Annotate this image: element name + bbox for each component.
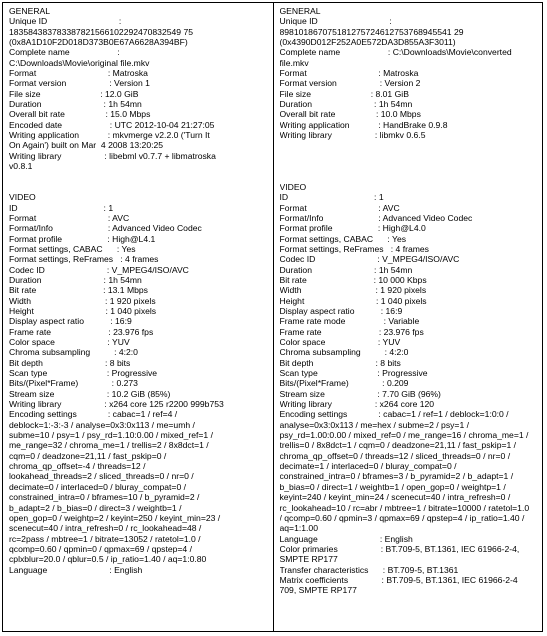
info-line: File size : 12.0 GiB <box>9 88 139 99</box>
info-line: / qcomp=0.60 / qpmin=3 / qpmax=69 / qpstep=4 / ip_ratio=1.40 / <box>279 512 525 523</box>
info-line: 183584383783387821566102292470832549 75 <box>9 26 194 37</box>
info-line: (0x8A1D10F2D018D373B0E67A6628A394BF) <box>9 37 188 48</box>
info-line: Format settings, CABAC : Yes <box>9 243 136 254</box>
info-line: Format/Info : Advanced Video Codec <box>9 223 202 234</box>
info-line: Language : English <box>9 564 143 575</box>
info-line: Writing library : libmkv 0.6.5 <box>279 130 426 141</box>
info-line: Encoding settings : cabac=1 / ref=1 / deblock=1:0:0 / <box>279 409 509 420</box>
info-line: (0x4390D012F252A0E572DA3D855A3F3011) <box>279 37 456 48</box>
section-spacer <box>280 140 539 150</box>
info-line: Writing library : libebml v0.7.7 + libmatroska <box>9 150 216 161</box>
info-line: Unique ID : <box>279 16 392 27</box>
info-line: analyse=0x3:0x113 / me=hex / subme=2 / psy=1 / <box>279 419 469 430</box>
section-spacer <box>280 151 539 161</box>
info-line: Writing library : x264 core 120 <box>279 399 435 410</box>
info-line: cplxblur=20.0 / qblur=0.5 / ip_ratio=1.40 / aq=1:0.80 <box>9 554 207 565</box>
info-line: b_adapt=2 / b_bias=0 / direct=3 / weightb=1 / <box>9 502 182 513</box>
info-line: ID : 1 <box>279 192 384 203</box>
info-line: open_gop=0 / weightp=2 / keyint=250 / keyint_min=23 / <box>9 512 221 523</box>
info-line: Encoding settings : cabac=1 / ref=4 / <box>9 409 178 420</box>
info-line: Duration : 1h 54mn <box>9 99 142 110</box>
info-line: scenecut=40 / intra_refresh=0 / rc_lookahead=48 / <box>9 523 202 534</box>
info-line: Bit rate : 13.1 Mbps <box>9 285 148 296</box>
info-line: Format : AVC <box>279 202 400 213</box>
info-line: subme=10 / psy=1 / psy_rd=1.10:0.00 / mixed_ref=1 / <box>9 430 213 441</box>
video-section-converted <box>280 182 539 596</box>
info-line: Width : 1 920 pixels <box>9 295 156 306</box>
info-line: Scan type : Progressive <box>9 368 158 379</box>
info-line: Width : 1 920 pixels <box>279 285 427 296</box>
info-line: Frame rate mode : Variable <box>279 316 420 327</box>
info-line: Duration : 1h 54mn <box>279 264 413 275</box>
info-line: Writing application : mkvmerge v2.2.0 ('Turn It <box>9 130 210 141</box>
info-line: Stream size : 7.70 GiB (96%) <box>279 388 441 399</box>
info-line: Complete name : <box>9 47 120 58</box>
info-line: Bits/(Pixel*Frame) : 0.209 <box>279 378 409 389</box>
section-spacer <box>9 182 269 192</box>
info-line: Scan type : Progressive <box>279 368 428 379</box>
info-line: Color space : YUV <box>279 337 401 347</box>
info-line: Format settings, ReFrames : 4 frames <box>9 254 159 265</box>
info-line: Color space : YUV <box>9 337 130 347</box>
info-line: Overall bit rate : 10.0 Mbps <box>279 109 421 120</box>
info-line: trellis=0 / 8x8dct=1 / cqm=0 / deadzone=21,11 / fast_pskip=1 / <box>279 440 517 451</box>
info-line: Duration : 1h 54mn <box>279 99 413 110</box>
general-section-original <box>9 6 269 172</box>
info-line: Chroma subsampling : 4:2:0 <box>279 347 409 358</box>
info-line: Writing application : HandBrake 0.9.8 <box>279 119 448 130</box>
info-line: 898101867075181275724612753768945541 29 <box>279 26 464 37</box>
info-line: Encoded date : UTC 2012-10-04 21:27:05 <box>9 119 215 130</box>
info-line: rc=2pass / mbtree=1 / bitrate=13052 / ratetol=1.0 / <box>9 533 201 544</box>
info-line: Display aspect ratio : 16:9 <box>9 316 132 327</box>
info-line: Format profile : High@L4.1 <box>9 233 156 244</box>
info-line: Codec ID : V_MPEG4/ISO/AVC <box>279 254 460 265</box>
info-line: lookahead_threads=2 / sliced_threads=0 / nr=0 / <box>9 471 194 482</box>
info-line: Bits/(Pixel*Frame) : 0.273 <box>9 378 138 389</box>
info-line: b_bias=0 / direct=1 / weightb=1 / open_gop=0 / weightp=1 / <box>279 481 506 492</box>
info-line: Format settings, ReFrames : 4 frames <box>279 243 429 254</box>
info-line: Language : English <box>279 533 413 544</box>
general-section-converted <box>280 6 539 140</box>
info-line: GENERAL <box>279 6 321 16</box>
info-line: constrained_intra=0 / bframes=3 / b_pyramid=2 / b_adapt=1 / <box>279 471 514 482</box>
info-line: C:\Downloads\Movie\original file.mkv <box>9 57 150 68</box>
info-line: Bit rate : 10 000 Kbps <box>279 274 427 285</box>
info-line: GENERAL <box>9 6 51 16</box>
info-line: Matrix coefficients : BT.709-5, BT.1361, IEC 61966-2-4 <box>279 574 518 585</box>
info-line: Transfer characteristics : BT.709-5, BT.1361 <box>279 564 459 575</box>
info-line: Format settings, CABAC : Yes <box>279 233 407 244</box>
info-line: Format : Matroska <box>9 68 148 79</box>
info-line: me_range=32 / chroma_me=1 / trellis=2 / 8x8dct=1 / <box>9 440 209 451</box>
info-line: constrained_intra=0 / bframes=10 / b_pyramid=2 / <box>9 492 200 503</box>
info-line: Display aspect ratio : 16:9 <box>279 305 403 316</box>
info-line: Chroma subsampling : 4:2:0 <box>9 347 138 358</box>
info-line: cqm=0 / deadzone=21,11 / fast_pskip=0 / <box>9 450 167 461</box>
converted-file-column <box>273 3 543 631</box>
info-line: decimate=1 / interlaced=0 / bluray_compat=0 / <box>279 461 457 472</box>
info-line: aq=1:1.00 <box>279 523 318 534</box>
info-line: Height : 1 040 pixels <box>9 305 157 316</box>
section-spacer <box>9 172 269 182</box>
info-line: Unique ID : <box>9 16 122 27</box>
info-line: Overall bit rate : 15.0 Mbps <box>9 109 151 120</box>
info-line: Complete name : C:\Downloads\Movie\converted <box>279 47 512 58</box>
info-line: v0.8.1 <box>9 161 33 172</box>
section-spacer <box>280 161 539 171</box>
info-line: Format version : Version 1 <box>9 78 150 89</box>
info-line: Format : Matroska <box>279 68 419 79</box>
info-line: Bit depth : 8 bits <box>9 357 131 368</box>
info-line: rc_lookahead=10 / rc=abr / mbtree=1 / bitrate=10000 / ratetol=1.0 <box>279 502 530 513</box>
info-line: file.mkv <box>279 57 309 68</box>
info-line: SMPTE RP177 <box>279 554 338 565</box>
info-line: Duration : 1h 54mn <box>9 274 142 285</box>
info-line: Color primaries : BT.709-5, BT.1361, IEC 61966-2-4, <box>279 543 520 554</box>
info-line: decimate=0 / interlaced=0 / bluray_compat=0 / <box>9 481 186 492</box>
info-line: Height : 1 040 pixels <box>279 295 427 306</box>
info-line: psy_rd=1.00:0.00 / mixed_ref=0 / me_range=16 / chroma_me=1 / <box>279 430 529 441</box>
info-line: VIDEO <box>279 181 307 192</box>
info-line: keyint=240 / keyint_min=24 / scenecut=40 / intra_refresh=0 / <box>279 492 511 503</box>
info-line: File size : 8.01 GiB <box>279 88 409 99</box>
info-line: Format : AVC <box>9 212 130 223</box>
info-line: Format profile : High@L4.0 <box>279 223 426 234</box>
info-line: Writing library : x264 core 125 r2200 999b753 <box>9 399 224 410</box>
info-line: Frame rate : 23.976 fps <box>279 326 424 337</box>
info-line: qcomp=0.60 / qpmin=0 / qpmax=69 / qpstep=4 / <box>9 543 192 554</box>
section-spacer <box>280 172 539 182</box>
info-line: deblock=1:-3:-3 / analyse=0x3:0x113 / me=umh / <box>9 419 195 430</box>
info-line: VIDEO <box>9 192 36 203</box>
video-section-original <box>9 192 269 575</box>
info-line: 709, SMPTE RP177 <box>279 585 357 596</box>
info-line: ID : 1 <box>9 202 114 213</box>
info-line: Format/Info : Advanced Video Codec <box>279 212 473 223</box>
info-line: chroma_qp_offset=0 / threads=12 / sliced_threads=0 / nr=0 / <box>279 450 511 461</box>
info-line: Format version : Version 2 <box>279 78 421 89</box>
info-line: Codec ID : V_MPEG4/ISO/AVC <box>9 264 189 275</box>
info-line: Bit depth : 8 bits <box>279 357 401 368</box>
original-file-column <box>3 3 273 631</box>
info-line: Frame rate : 23.976 fps <box>9 326 154 337</box>
mediainfo-comparison-table <box>2 2 543 632</box>
info-line: Stream size : 10.2 GiB (85%) <box>9 388 171 399</box>
info-line: chroma_qp_offset=-4 / threads=12 / <box>9 461 146 472</box>
info-line: On Again') built on Mar 4 2008 13:20:25 <box>9 140 164 151</box>
